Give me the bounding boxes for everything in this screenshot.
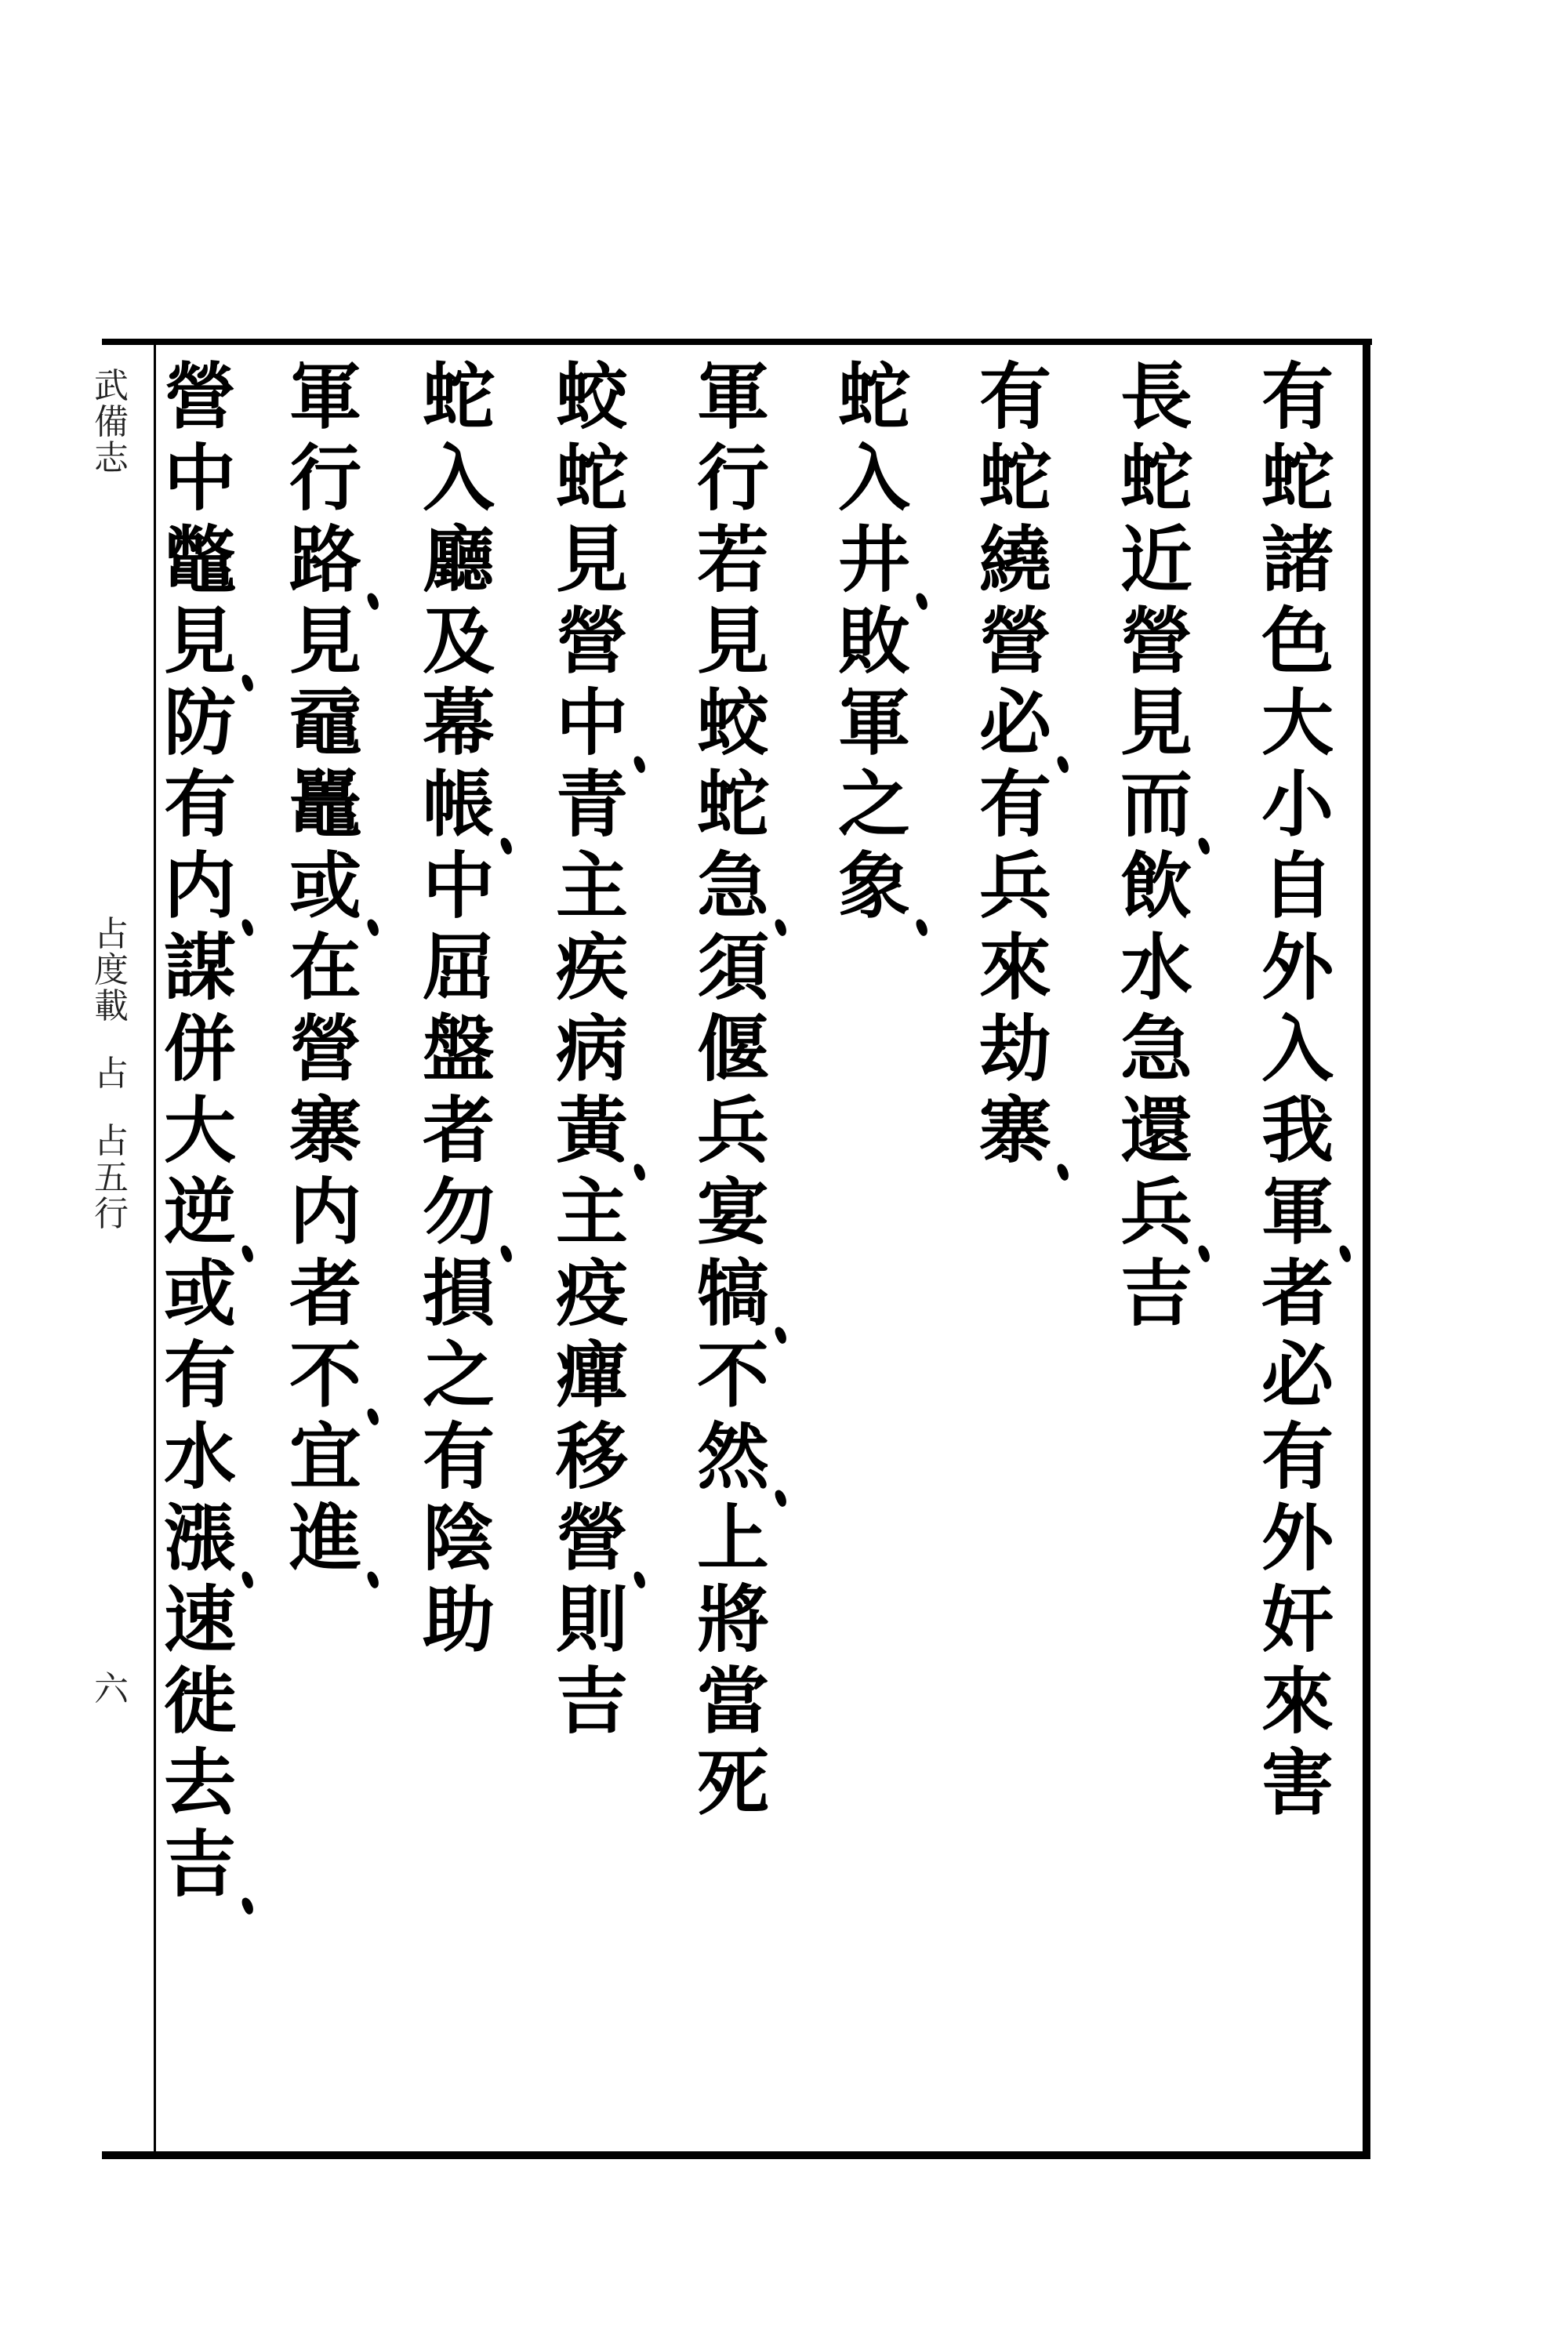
glyph: 吉 <box>157 1828 243 1910</box>
glyph: 損 <box>422 1251 495 1336</box>
glyph: 長 <box>1120 354 1192 439</box>
glyph: 或 <box>163 1251 236 1336</box>
text-column-1 <box>1254 354 1341 1828</box>
glyph: 幕 <box>422 681 495 765</box>
glyph: 帳 <box>416 768 502 850</box>
text-column-2 <box>1113 354 1200 1339</box>
glyph: 行 <box>289 436 361 521</box>
glyph: 營 <box>549 1502 635 1584</box>
glyph: 寨 <box>289 1088 361 1173</box>
glyph: 防 <box>163 681 236 765</box>
glyph: 有 <box>1261 1414 1334 1499</box>
frame-top-border <box>102 339 1372 345</box>
glyph: 小 <box>1261 762 1334 847</box>
margin-section-b: 占 <box>94 1054 129 1094</box>
glyph: 軍 <box>837 681 910 765</box>
glyph: 蛇 <box>1120 436 1192 521</box>
glyph: 兵 <box>696 1088 769 1173</box>
glyph: 營 <box>555 599 628 684</box>
glyph: 犒 <box>690 1258 776 1339</box>
glyph: 將 <box>696 1577 769 1662</box>
glyph: 色 <box>1261 599 1334 684</box>
glyph: 併 <box>163 1007 236 1091</box>
glyph: 外 <box>1261 1496 1334 1581</box>
glyph: 來 <box>1261 1659 1334 1744</box>
glyph: 有 <box>1261 354 1334 439</box>
glyph: 急 <box>690 850 776 931</box>
glyph: 漲 <box>157 1502 243 1584</box>
glyph: 井 <box>831 524 917 605</box>
margin-section-c: 占五行 <box>94 1121 129 1234</box>
glyph: 軍 <box>696 354 769 439</box>
glyph: 速 <box>163 1577 236 1662</box>
text-column-5 <box>690 354 776 1828</box>
glyph: 兵 <box>978 844 1051 928</box>
glyph: 主 <box>555 1170 628 1254</box>
glyph: 入 <box>837 436 910 521</box>
glyph: 有 <box>422 1414 495 1499</box>
glyph: 蛟 <box>696 681 769 765</box>
glyph: 蛟 <box>555 354 628 439</box>
glyph: 必 <box>1261 1333 1334 1417</box>
glyph: 蛇 <box>837 354 910 439</box>
glyph: 見 <box>696 599 769 684</box>
glyph: 兵 <box>1113 1176 1200 1258</box>
text-column-4 <box>831 354 917 931</box>
glyph: 中 <box>549 687 635 768</box>
glyph: 黿 <box>289 681 361 765</box>
glyph: 水 <box>1120 925 1192 1010</box>
glyph: 宴 <box>696 1170 769 1254</box>
glyph: 内 <box>157 850 243 931</box>
margin-section-a: 占度載 <box>94 913 129 1026</box>
glyph: 奸 <box>1261 1577 1334 1662</box>
glyph: 蛇 <box>1261 436 1334 521</box>
text-column-7 <box>416 354 502 1665</box>
glyph: 者 <box>422 1088 495 1173</box>
glyph: 中 <box>422 844 495 928</box>
glyph: 必 <box>972 687 1058 768</box>
glyph: 入 <box>422 436 495 521</box>
glyph: 繞 <box>978 517 1051 602</box>
glyph: 宜 <box>289 1414 361 1499</box>
glyph: 吉 <box>1120 1251 1192 1336</box>
glyph: 見 <box>1120 681 1192 765</box>
glyph: 當 <box>696 1659 769 1744</box>
glyph: 疫 <box>555 1251 628 1336</box>
glyph: 見 <box>157 605 243 687</box>
glyph: 勿 <box>416 1176 502 1258</box>
glyph: 蛇 <box>978 436 1051 521</box>
glyph: 蛇 <box>422 354 495 439</box>
glyph: 大 <box>163 1088 236 1173</box>
glyph: 或 <box>282 850 368 931</box>
glyph: 若 <box>696 517 769 602</box>
glyph: 見 <box>555 517 628 602</box>
glyph: 者 <box>289 1251 361 1336</box>
glyph: 之 <box>837 762 910 847</box>
glyph: 及 <box>422 599 495 684</box>
glyph: 營 <box>1120 599 1192 684</box>
glyph: 内 <box>289 1170 361 1254</box>
glyph: 軍 <box>1254 1176 1341 1258</box>
glyph: 之 <box>422 1333 495 1417</box>
glyph: 入 <box>1261 1007 1334 1091</box>
glyph: 有 <box>978 762 1051 847</box>
glyph: 吉 <box>555 1659 628 1744</box>
glyph: 象 <box>831 850 917 931</box>
glyph: 黃 <box>549 1094 635 1176</box>
glyph: 中 <box>163 436 236 521</box>
text-column-6 <box>549 354 635 1747</box>
glyph: 行 <box>696 436 769 521</box>
glyph: 近 <box>1120 517 1192 602</box>
glyph: 癉 <box>555 1333 628 1417</box>
glyph: 害 <box>1261 1740 1334 1825</box>
glyph: 移 <box>555 1414 628 1499</box>
glyph: 有 <box>978 354 1051 439</box>
glyph: 鼈 <box>163 517 236 602</box>
glyph: 來 <box>978 925 1051 1010</box>
frame-bottom-border <box>102 2151 1370 2159</box>
glyph: 進 <box>282 1502 368 1584</box>
glyph: 在 <box>289 925 361 1010</box>
glyph: 病 <box>555 1007 628 1091</box>
glyph: 陰 <box>422 1496 495 1581</box>
glyph: 路 <box>282 524 368 605</box>
glyph: 劫 <box>978 1007 1051 1091</box>
glyph: 偃 <box>696 1007 769 1091</box>
glyph: 蛇 <box>696 762 769 847</box>
glyph: 飲 <box>1120 844 1192 928</box>
glyph: 諸 <box>1261 517 1334 602</box>
glyph: 疾 <box>555 925 628 1010</box>
glyph: 營 <box>978 599 1051 684</box>
glyph: 營 <box>163 354 236 439</box>
glyph: 則 <box>555 1577 628 1662</box>
glyph: 水 <box>163 1414 236 1499</box>
glyph: 屈 <box>422 925 495 1010</box>
glyph: 廳 <box>422 517 495 602</box>
glyph: 者 <box>1261 1251 1334 1336</box>
text-column-8 <box>282 354 368 1584</box>
glyph: 營 <box>289 1007 361 1091</box>
text-column-3 <box>972 354 1058 1176</box>
glyph: 上 <box>696 1496 769 1581</box>
glyph: 而 <box>1113 768 1200 850</box>
glyph: 我 <box>1261 1088 1334 1173</box>
glyph: 主 <box>555 844 628 928</box>
glyph: 須 <box>696 925 769 1010</box>
glyph: 敗 <box>837 599 910 684</box>
glyph: 蛇 <box>555 436 628 521</box>
glyph: 盤 <box>422 1007 495 1091</box>
glyph: 然 <box>690 1421 776 1502</box>
glyph: 去 <box>163 1740 236 1825</box>
glyph: 見 <box>289 599 361 684</box>
glyph: 青 <box>555 762 628 847</box>
glyph: 寨 <box>972 1094 1058 1176</box>
block-margin-heading <box>88 368 135 1708</box>
glyph: 有 <box>163 1333 236 1417</box>
glyph: 外 <box>1261 925 1334 1010</box>
glyph: 有 <box>163 762 236 847</box>
glyph: 大 <box>1261 681 1334 765</box>
glyph: 助 <box>422 1577 495 1662</box>
margin-rule <box>154 345 156 2151</box>
glyph: 不 <box>282 1339 368 1421</box>
frame-right-border <box>1363 339 1370 2159</box>
glyph: 謀 <box>163 925 236 1010</box>
glyph: 死 <box>696 1740 769 1825</box>
glyph: 軍 <box>289 354 361 439</box>
glyph: 逆 <box>157 1176 243 1258</box>
glyph: 鼉 <box>289 762 361 847</box>
glyph: 急 <box>1120 1007 1192 1091</box>
glyph: 不 <box>696 1333 769 1417</box>
text-column-9 <box>157 354 243 1910</box>
glyph: 自 <box>1261 844 1334 928</box>
margin-book-title: 武備志 <box>94 366 129 479</box>
margin-page-number: 六 <box>94 1668 129 1709</box>
glyph: 徙 <box>163 1659 236 1744</box>
glyph: 還 <box>1120 1088 1192 1173</box>
